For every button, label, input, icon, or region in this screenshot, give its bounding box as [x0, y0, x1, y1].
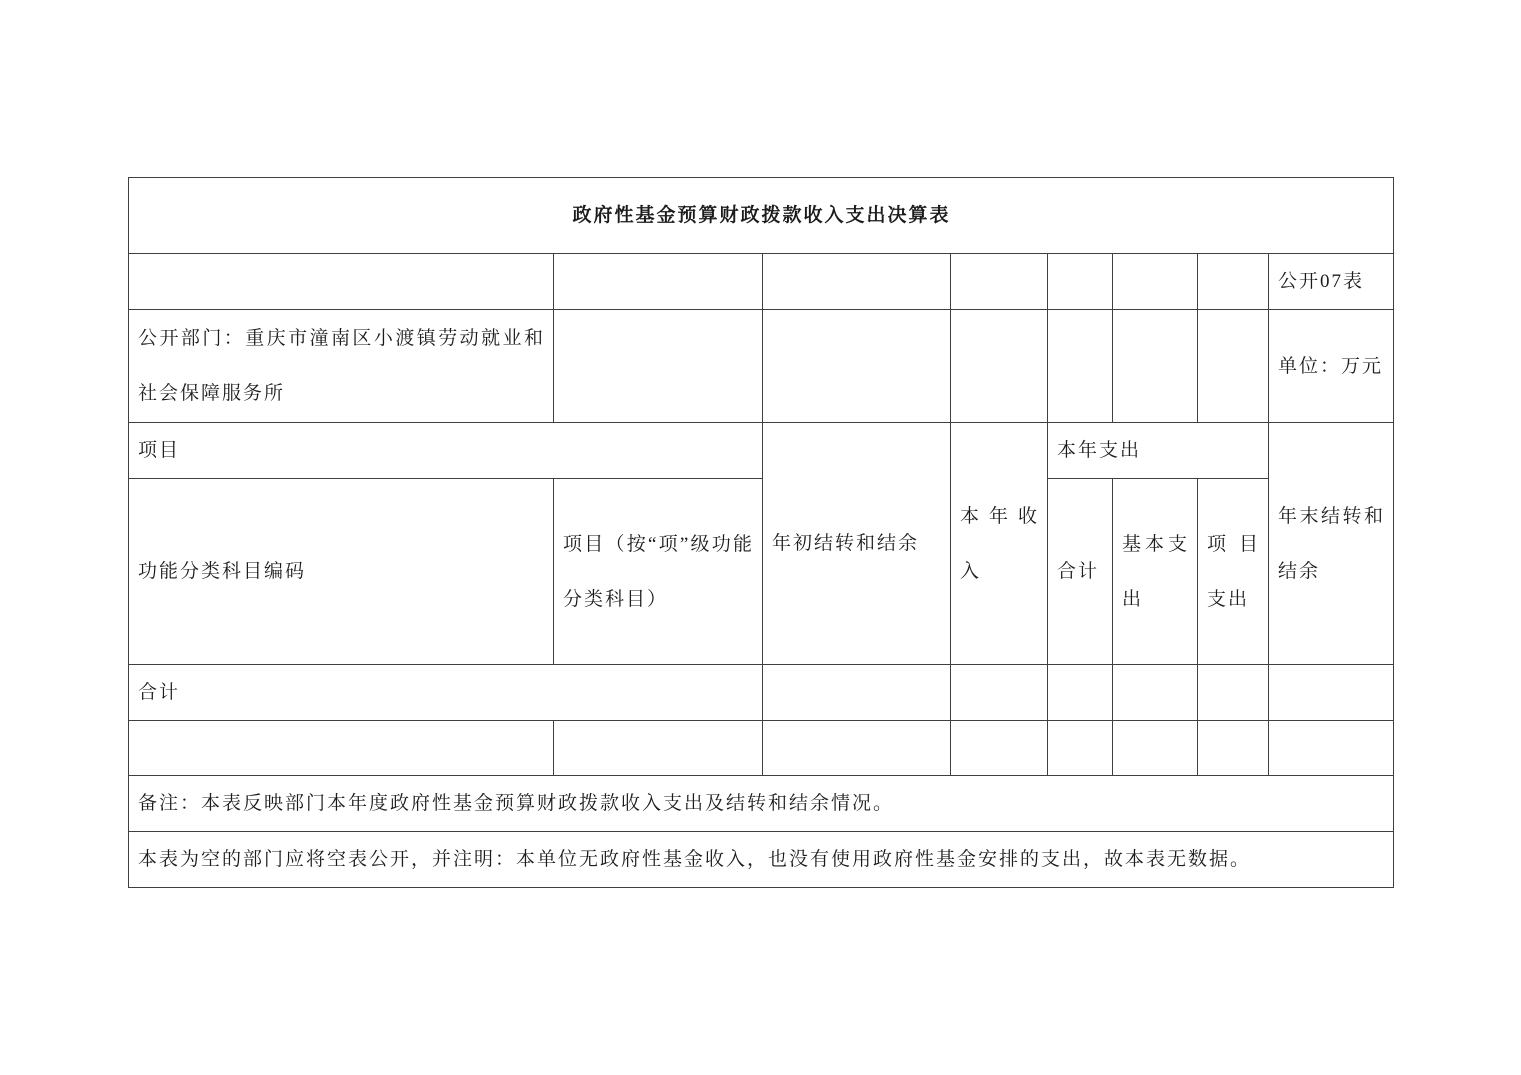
fiscal-table — [128, 177, 1394, 888]
empty-cell — [763, 721, 951, 776]
empty-cell — [1113, 665, 1198, 721]
empty-cell — [129, 721, 554, 776]
empty-cell — [129, 254, 554, 310]
total-row — [129, 665, 1394, 721]
remark-row — [129, 776, 1394, 832]
empty-cell — [1198, 254, 1269, 310]
empty-cell — [1048, 665, 1113, 721]
empty-cell — [951, 665, 1048, 721]
header-row-bottom — [129, 479, 1394, 665]
header-current-income-cell: 本年收入 — [951, 423, 1048, 665]
unit-cell: 单位：万元 — [1269, 310, 1394, 423]
empty-cell — [1048, 310, 1113, 423]
empty-cell — [763, 310, 951, 423]
sheet-label-cell: 公开07表 — [1269, 254, 1394, 310]
table-title: 政府性基金预算财政拨款收入支出决算表 — [129, 178, 1394, 254]
header-basic-expenditure-cell: 基本支出 — [1113, 479, 1198, 665]
empty-cell — [1269, 665, 1394, 721]
department-cell: 公开部门：重庆市潼南区小渡镇劳动就业和社会保障服务所 — [129, 310, 554, 423]
empty-cell — [1048, 254, 1113, 310]
header-function-code-cell: 功能分类科目编码 — [129, 479, 554, 665]
empty-cell — [1113, 721, 1198, 776]
empty-cell — [1113, 254, 1198, 310]
empty-cell — [763, 254, 951, 310]
empty-cell — [1269, 721, 1394, 776]
empty-cell — [1198, 665, 1269, 721]
header-yearend-balance-cell: 年末结转和结余 — [1269, 423, 1394, 665]
empty-note-cell: 本表为空的部门应将空表公开，并注明：本单位无政府性基金收入，也没有使用政府性基金安排的支出，故本表无数据。 — [129, 832, 1394, 888]
header-current-expenditure-cell: 本年支出 — [1048, 423, 1269, 479]
empty-cell — [951, 310, 1048, 423]
empty-cell — [951, 721, 1048, 776]
empty-cell — [554, 254, 763, 310]
header-project-by-item-cell: 项目（按“项”级功能分类科目） — [554, 479, 763, 665]
empty-cell — [554, 310, 763, 423]
header-project-expenditure-cell: 项目支出 — [1198, 479, 1269, 665]
empty-cell — [1198, 721, 1269, 776]
department-row — [129, 310, 1394, 423]
header-project-cell: 项目 — [129, 423, 763, 479]
total-row-label-cell: 合计 — [129, 665, 763, 721]
remark-cell: 备注：本表反映部门本年度政府性基金预算财政拨款收入支出及结转和结余情况。 — [129, 776, 1394, 832]
header-beginning-balance-cell: 年初结转和结余 — [763, 423, 951, 665]
header-subtotal-cell: 合计 — [1048, 479, 1113, 665]
empty-cell — [763, 665, 951, 721]
title-row — [129, 178, 1394, 254]
empty-cell — [1048, 721, 1113, 776]
empty-cell — [1113, 310, 1198, 423]
empty-data-row — [129, 721, 1394, 776]
empty-cell — [1198, 310, 1269, 423]
sheet-label-row — [129, 254, 1394, 310]
empty-note-row — [129, 832, 1394, 888]
header-row-top — [129, 423, 1394, 479]
empty-cell — [554, 721, 763, 776]
empty-cell — [951, 254, 1048, 310]
